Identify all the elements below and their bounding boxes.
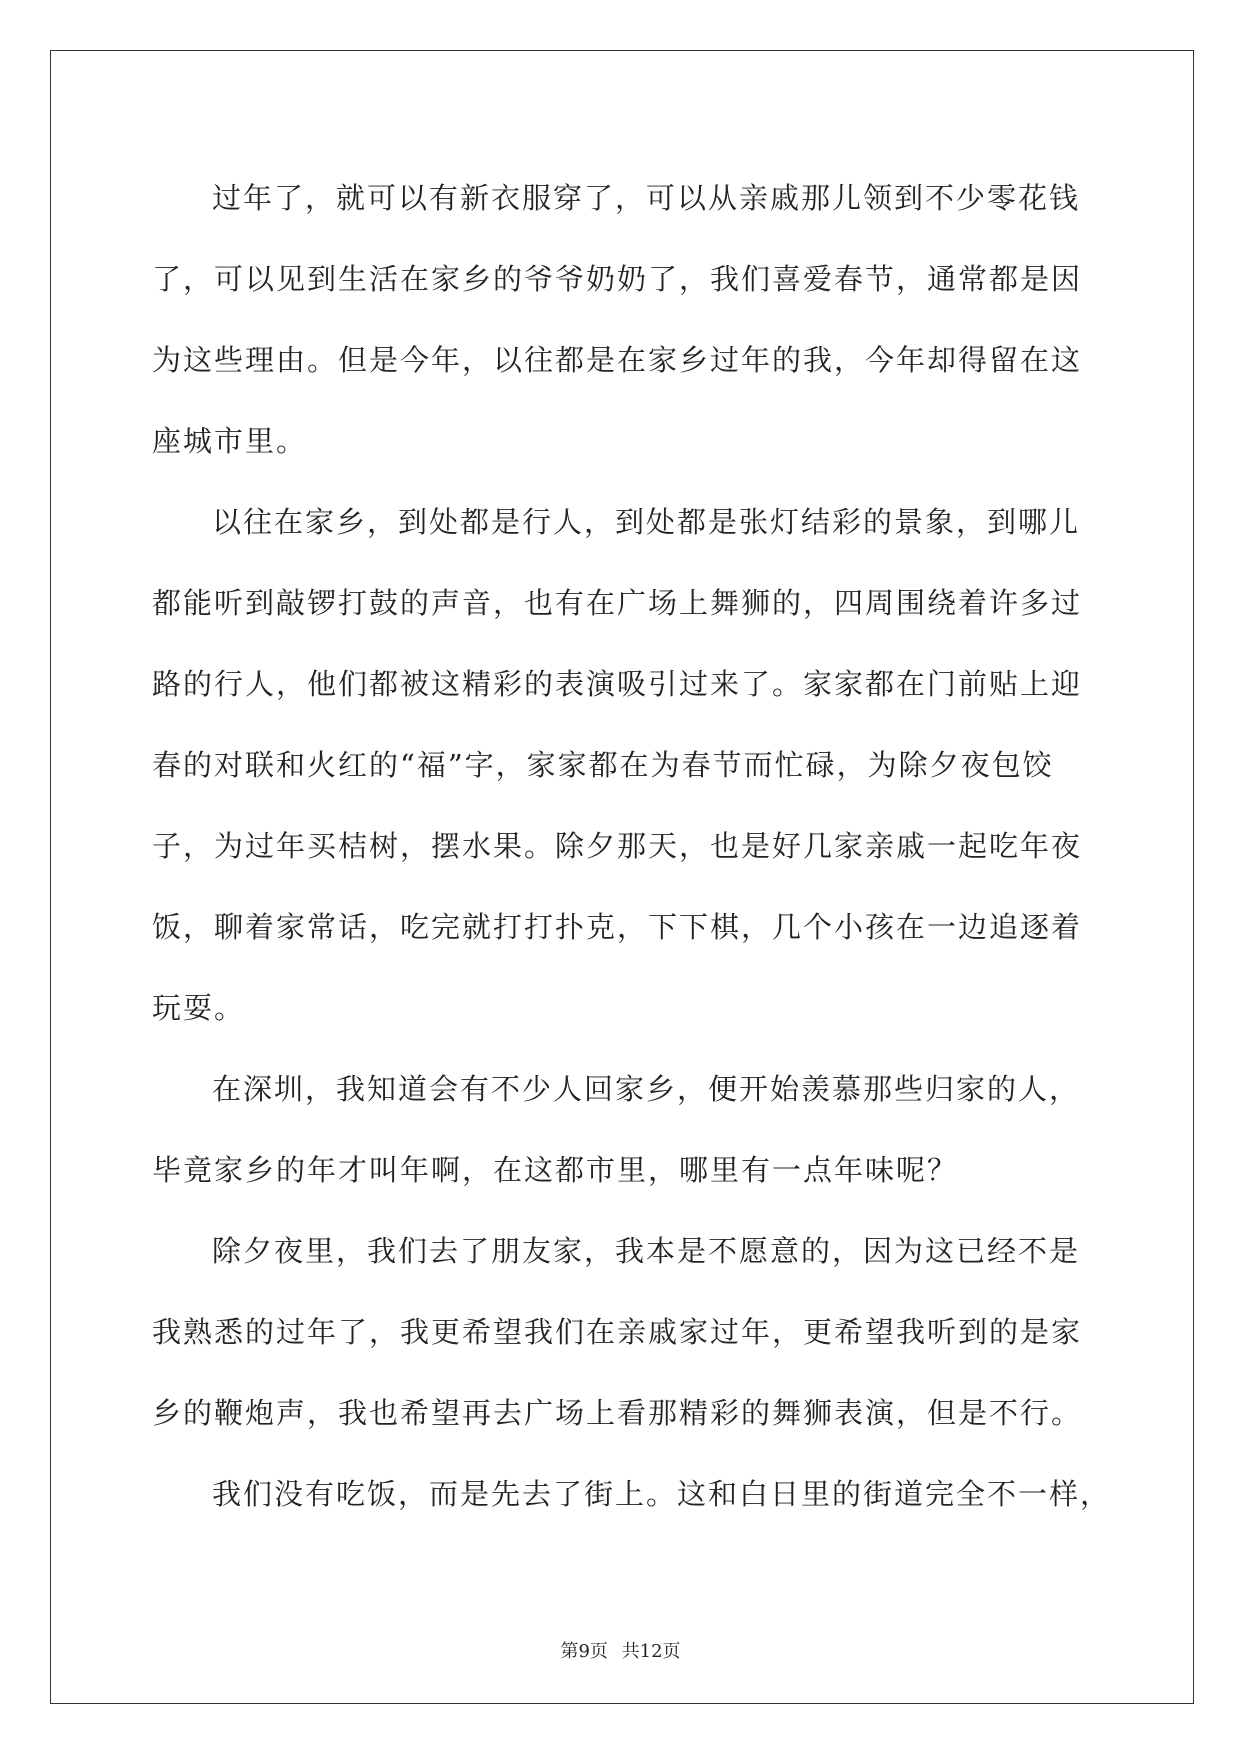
text-line: 春的对联和火红的“福”字，家家都在为春节而忙碌，为除夕夜包饺 xyxy=(152,748,1054,782)
text-line: 都能听到敲锣打鼓的声音，也有在广场上舞狮的，四周围绕着许多过 xyxy=(152,586,1083,620)
text-line: 为这些理由。但是今年，以往都是在家乡过年的我，今年却得留在这 xyxy=(152,343,1083,377)
text-line: 座城市里。 xyxy=(152,424,308,458)
paragraph-4 xyxy=(152,1211,1102,1454)
text-line: 毕竟家乡的年才叫年啊，在这都市里，哪里有一点年味呢？ xyxy=(152,1153,959,1187)
paragraph-3 xyxy=(152,1049,1102,1211)
paragraph-1 xyxy=(152,158,1102,482)
text-line: 了，可以见到生活在家乡的爷爷奶奶了，我们喜爱春节，通常都是因 xyxy=(152,262,1083,296)
paragraph-5 xyxy=(152,1454,1112,1535)
page-footer xyxy=(0,1637,1241,1663)
text-line: 饭，聊着家常话，吃完就打打扑克，下下棋，几个小孩在一边追逐着 xyxy=(152,910,1083,944)
text-line: 乡的鞭炮声，我也希望再去广场上看那精彩的舞狮表演，但是不行。 xyxy=(152,1396,1083,1430)
text-line: 过年了，就可以有新衣服穿了，可以从亲戚那儿领到不少零花钱 xyxy=(212,181,1081,215)
page-number: 第9页 xyxy=(560,1641,608,1662)
text-line: 我熟悉的过年了，我更希望我们在亲戚家过年，更希望我听到的是家 xyxy=(152,1315,1083,1349)
document-body xyxy=(152,158,1112,1535)
text-line: 除夕夜里，我们去了朋友家，我本是不愿意的，因为这已经不是 xyxy=(212,1234,1081,1268)
text-line: 路的行人，他们都被这精彩的表演吸引过来了。家家都在门前贴上迎 xyxy=(152,667,1083,701)
text-line: 玩耍。 xyxy=(152,991,246,1025)
page-total: 共12页 xyxy=(621,1641,681,1662)
text-line: 以往在家乡，到处都是行人，到处都是张灯结彩的景象，到哪儿 xyxy=(212,505,1081,539)
text-line: 我们没有吃饭，而是先去了街上。这和白日里的街道完全不一样， xyxy=(212,1477,1112,1511)
paragraph-2 xyxy=(152,482,1102,1049)
text-line: 在深圳，我知道会有不少人回家乡，便开始羡慕那些归家的人， xyxy=(212,1072,1081,1106)
text-line: 子，为过年买桔树，摆水果。除夕那天，也是好几家亲戚一起吃年夜 xyxy=(152,829,1083,863)
